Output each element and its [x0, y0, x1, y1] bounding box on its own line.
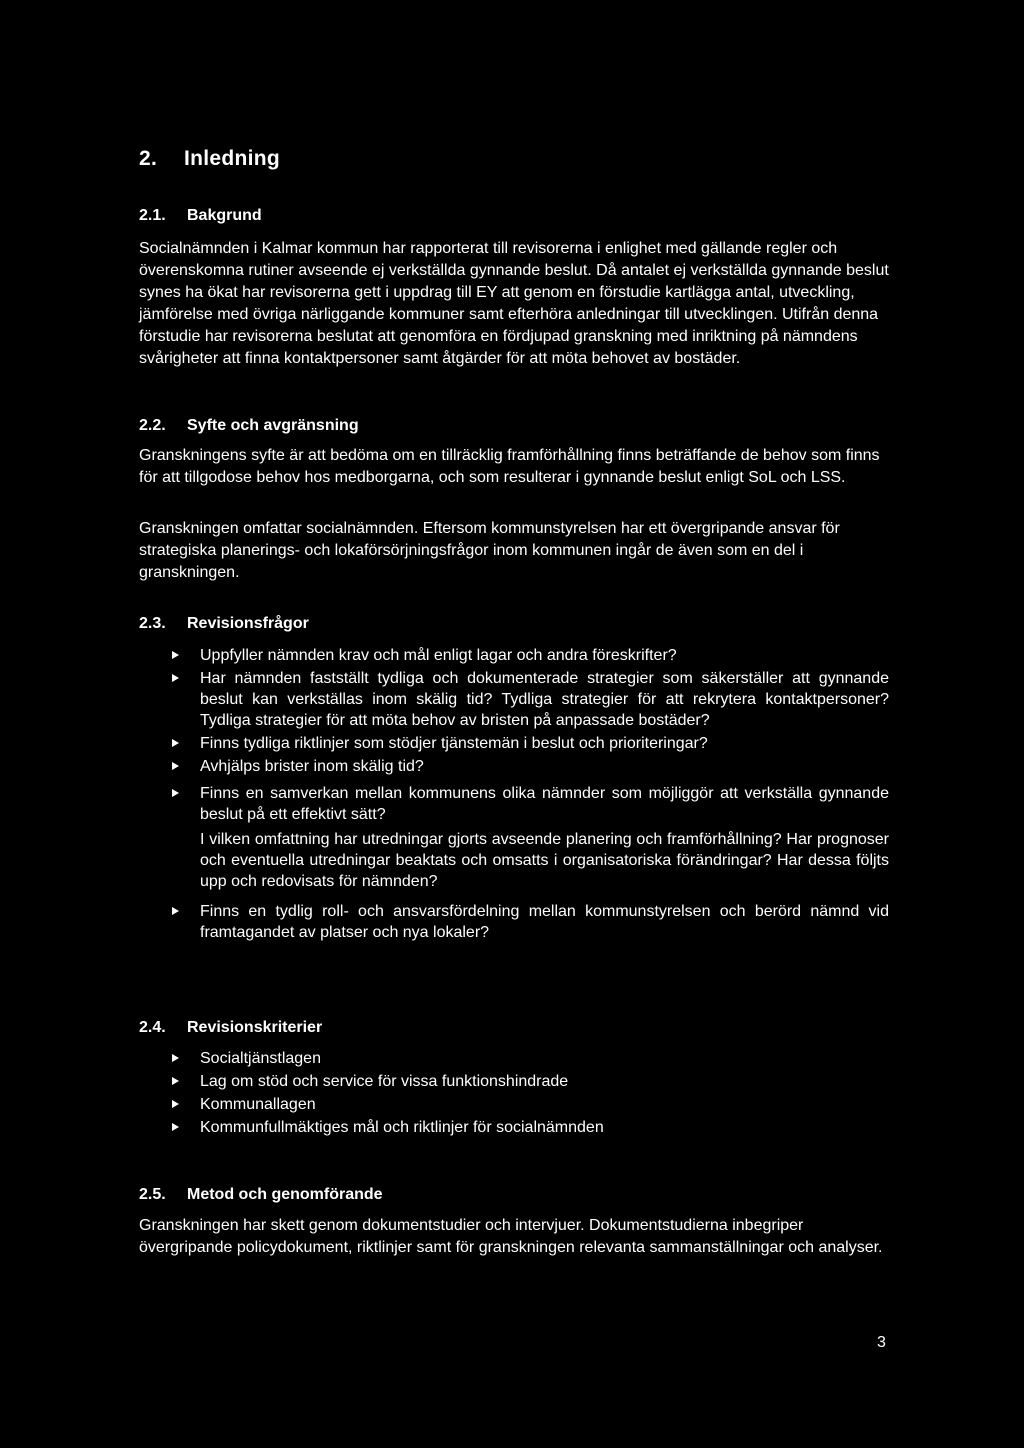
section-title: Bakgrund: [187, 207, 262, 224]
section-number: 2.5.: [139, 1186, 166, 1203]
arrow-bullet-icon: [172, 1054, 179, 1062]
arrow-bullet-icon: [172, 789, 179, 797]
section-heading-metod: [139, 1186, 383, 1204]
list-item: Uppfyller nämnden krav och mål enligt lagar och andra föreskrifter?: [172, 645, 889, 666]
arrow-bullet-icon: [172, 1077, 179, 1085]
list-item: Kommunallagen: [172, 1094, 889, 1115]
arrow-bullet-icon: [172, 651, 179, 659]
arrow-bullet-icon: [172, 762, 179, 770]
section-title: Metod och genomförande: [187, 1186, 383, 1203]
list-item: Finns en samverkan mellan kommunens olika nämnder som möjliggör att verkställa gynnande beslut på ett effektivt sätt?: [172, 783, 889, 825]
section-heading-syfte: [139, 417, 359, 435]
arrow-bullet-icon: [172, 674, 179, 682]
bakgrund-paragraph: Socialnämnden i Kalmar kommun har rapporterat till revisorerna i enlighet med gällande regler och överenskomna rutiner avseende ej verkställda gynnande beslut. Då antalet ej verkställda gynnande beslut synes ha ökat har revisorerna gett i uppdrag till EY att genom en förstudie kartlägga antal, utveckling, jämförelse med övriga närliggande kommuner samt efterhöra anledningar till utvecklingen. Utifrån denna förstudie har revisorerna beslutat att genomföra en fördjupad granskning med inriktning på nämndens svårigheter att finna kontaktpersoner samt åtgärder för att möta behovet av bostäder.: [139, 240, 889, 367]
list-item: Lag om stöd och service för vissa funktionshindrade: [172, 1071, 889, 1092]
section-title: Revisionsfrågor: [187, 615, 309, 632]
list-item: Finns en tydlig roll- och ansvarsfördelning mellan kommunstyrelsen och berörd nämnd vid framtagandet av platser och nya lokaler?: [172, 901, 889, 943]
section-heading-bakgrund: [139, 207, 262, 225]
arrow-bullet-icon: [172, 1100, 179, 1108]
section-number: 2.2.: [139, 417, 166, 434]
revisionskriterier-list: [172, 1048, 889, 1140]
section-number: 2.1.: [139, 207, 166, 224]
page-number: 3: [877, 1334, 886, 1351]
list-item: Kommunfullmäktiges mål och riktlinjer för socialnämnden: [172, 1117, 889, 1138]
list-item: Har nämnden fastställt tydliga och dokumenterade strategier som säkerställer att gynnande beslut kan verkställas inom skälig tid? Tydliga strategier för att rekrytera kontaktpersoner? Tydliga strategier för att möta behov av bristen på anpassade bostäder?: [172, 668, 889, 731]
chapter-title: Inledning: [184, 147, 281, 170]
chapter-heading: [139, 147, 280, 171]
section-title: Syfte och avgränsning: [187, 417, 359, 434]
section-heading-revisionskriterier: [139, 1019, 322, 1037]
section-title: Revisionskriterier: [187, 1019, 323, 1036]
list-item: Avhjälps brister inom skälig tid?: [172, 756, 889, 777]
section-heading-revisionsfragor: [139, 615, 309, 633]
arrow-bullet-icon: [172, 739, 179, 747]
chapter-number: 2.: [139, 147, 158, 170]
arrow-bullet-icon: [172, 1123, 179, 1131]
list-item: Socialtjänstlagen: [172, 1048, 889, 1069]
syfte-paragraph-2: Granskningen omfattar socialnämnden. Eftersom kommunstyrelsen har ett övergripande ansvar för strategiska planerings- och lokaförsörjningsfrågor inom kommunen ingår de även som en del i granskningen.: [139, 520, 840, 581]
syfte-paragraph-1: Granskningens syfte är att bedöma om en tillräcklig framförhållning finns beträffande de behov som finns för att tillgodose behov hos medborgarna, och som resulterar i gynnande beslut enligt SoL och LSS.: [139, 447, 880, 486]
arrow-bullet-icon: [172, 907, 179, 915]
list-item-continuation: I vilken omfattning har utredningar gjorts avseende planering och framförhållning? Har prognoser och eventuella utredningar beaktats och omsatts i organisatoriska förändringar? Har dessa följts upp och redovisats för nämnden?: [200, 831, 889, 890]
revisionsfragor-list: [139, 645, 889, 945]
list-item: Finns tydliga riktlinjer som stödjer tjänstemän i beslut och prioriteringar?: [172, 733, 889, 754]
metod-paragraph: Granskningen har skett genom dokumentstudier och intervjuer. Dokumentstudierna inbegriper övergripande policydokument, riktlinjer samt för granskningen relevanta sammanställningar och analyser.: [139, 1217, 883, 1256]
section-number: 2.3.: [139, 615, 166, 632]
section-number: 2.4.: [139, 1019, 166, 1036]
